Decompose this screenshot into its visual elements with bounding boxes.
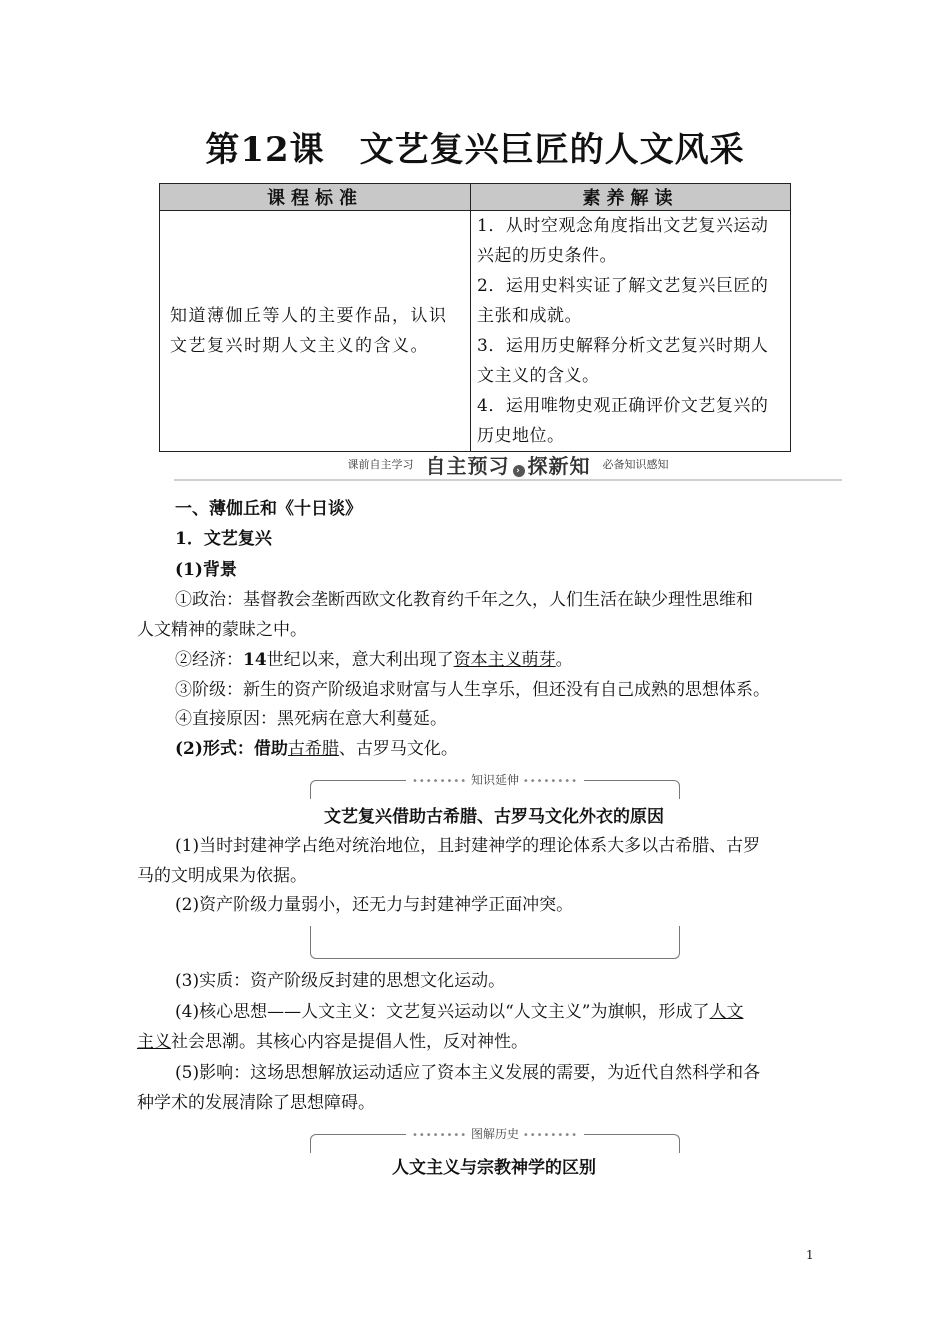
paragraph-impact: (5)影响：这场思想解放运动适应了资本主义发展的需要，为近代自然科学和各 <box>175 1063 761 1083</box>
table-header-literacy: 素养解读 <box>471 184 791 211</box>
knowledge-box-title: 文艺复兴借助古希腊、古罗马文化外衣的原因 <box>324 807 664 827</box>
table-header-standard: 课程标准 <box>160 184 471 211</box>
arrow-dot-icon: › <box>513 465 525 477</box>
banner-left-text: 课前自主学习 <box>347 458 414 471</box>
literacy-item: 1．从时空观念角度指出文艺复兴运动兴起的历史条件。 <box>477 216 769 266</box>
table-cell-standard: 知道薄伽丘等人的主要作品，认识文艺复兴时期人文主义的含义。 <box>160 211 471 452</box>
paragraph-core-idea: (4)核心思想——人文主义：文艺复兴运动以“人文主义”为旗帜，形成了人文 <box>175 1002 744 1022</box>
literacy-item: 2．运用史料实证了解文艺复兴巨匠的主张和成就。 <box>477 276 769 326</box>
banner-title <box>426 450 591 479</box>
page-number: 1 <box>806 1248 814 1262</box>
table-cell-literacy <box>471 211 791 452</box>
paragraph-impact-cont: 种学术的发展清除了思想障碍。 <box>137 1093 375 1113</box>
paragraph-essence: (3)实质：资产阶级反封建的思想文化运动。 <box>175 971 506 991</box>
paragraph-class: ③阶级：新生的资产阶级追求财富与人生享乐，但还没有自己成熟的思想体系。 <box>175 680 770 700</box>
section-banner <box>174 449 842 481</box>
page-title: 第12课 文艺复兴巨匠的人文风采 <box>205 130 745 170</box>
knowledge-box-line: 马的文明成果为依据。 <box>137 866 307 886</box>
banner-title-a: 自主预习 <box>425 453 510 478</box>
knowledge-box-line: (2)资产阶级力量弱小，还无力与封建神学正面冲突。 <box>175 895 574 915</box>
paragraph-cause: ④直接原因：黑死病在意大利蔓延。 <box>175 709 447 729</box>
paragraph-form: (2)形式：借助古希腊、古罗马文化。 <box>175 739 458 759</box>
diagram-box-frame <box>310 1127 680 1153</box>
diagram-box-label: •••••••• 图解历史 •••••••• <box>406 1125 584 1142</box>
background-heading: (1)背景 <box>175 560 237 580</box>
curriculum-table <box>159 183 791 452</box>
paragraph-core-idea-cont: 主义社会思潮。其核心内容是提倡人性，反对神性。 <box>137 1032 528 1052</box>
paragraph-economy: ②经济：14世纪以来，意大利出现了资本主义萌芽。 <box>175 650 573 670</box>
literacy-item: 4．运用唯物史观正确评价文艺复兴的历史地位。 <box>477 396 769 446</box>
paragraph-politics-cont: 人文精神的蒙昧之中。 <box>137 620 307 640</box>
subsection-heading: 1．文艺复兴 <box>175 529 272 549</box>
section-heading: 一、薄伽丘和《十日谈》 <box>175 499 362 519</box>
paragraph-politics: ①政治：基督教会垄断西欧文化教育约千年之久，人们生活在缺少理性思维和 <box>175 590 753 610</box>
banner-right-text: 必备知识感知 <box>602 458 669 471</box>
knowledge-box-frame-bottom <box>310 926 680 959</box>
knowledge-box-label: •••••••• 知识延伸 •••••••• <box>406 771 584 788</box>
banner-title-b: 探新知 <box>527 453 591 478</box>
knowledge-box-frame <box>310 773 680 799</box>
literacy-item: 3．运用历史解释分析文艺复兴时期人文主义的含义。 <box>477 336 769 386</box>
knowledge-box-line: (1)当时封建神学占绝对统治地位，且封建神学的理论体系大多以古希腊、古罗 <box>175 836 761 856</box>
diagram-box-title: 人文主义与宗教神学的区别 <box>392 1158 596 1178</box>
